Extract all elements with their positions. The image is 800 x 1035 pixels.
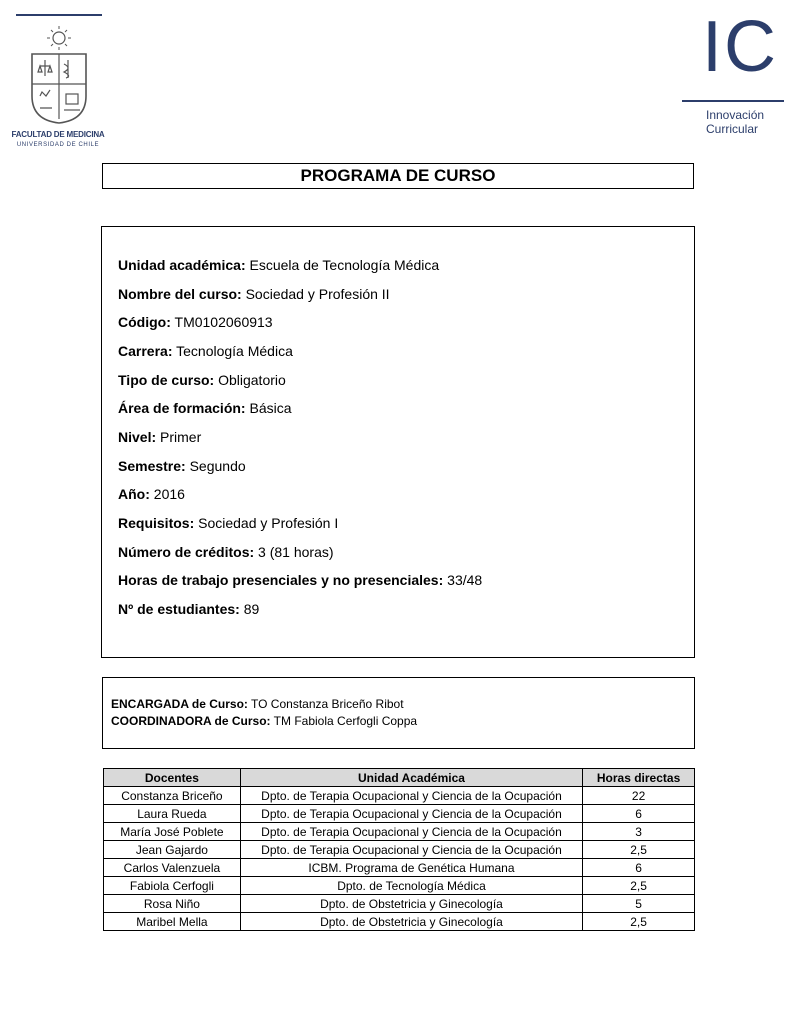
- info-value: Sociedad y Profesión II: [241, 286, 390, 302]
- cell-unidad: Dpto. de Terapia Ocupacional y Ciencia de la Ocupación: [240, 823, 582, 841]
- docentes-table: [103, 768, 695, 931]
- info-row-codigo: [118, 314, 273, 330]
- faculty-logo: [10, 14, 106, 154]
- info-value: Básica: [245, 400, 292, 416]
- info-row-anio: [118, 486, 185, 502]
- info-label: Carrera:: [118, 343, 173, 359]
- coordinadora-label: COORDINADORA de Curso:: [111, 714, 271, 728]
- table-row: [104, 805, 695, 823]
- info-value: Segundo: [185, 458, 246, 474]
- encargada-value: TO Constanza Briceño Ribot: [247, 697, 404, 711]
- logo-divider: [16, 14, 102, 16]
- info-label: Requisitos:: [118, 515, 195, 531]
- ic-line2: Curricular: [706, 122, 759, 136]
- info-value: Sociedad y Profesión I: [194, 515, 339, 531]
- info-label: Unidad académica:: [118, 257, 246, 273]
- info-value: 2016: [149, 486, 185, 502]
- crest-icon: [28, 24, 90, 124]
- info-value: Obligatorio: [214, 372, 286, 388]
- info-label: Código:: [118, 314, 171, 330]
- university-name: UNIVERSIDAD DE CHILE: [16, 142, 100, 148]
- info-row-horas: [118, 572, 482, 588]
- coordinadora-row: [111, 714, 417, 728]
- logo-divider: [682, 100, 784, 102]
- cell-docente: Laura Rueda: [104, 805, 241, 823]
- cell-docente: Jean Gajardo: [104, 841, 241, 859]
- cell-docente: Fabiola Cerfogli: [104, 877, 241, 895]
- cell-unidad: Dpto. de Tecnología Médica: [240, 877, 582, 895]
- info-label: Año:: [118, 486, 150, 502]
- cell-horas: 22: [583, 787, 695, 805]
- info-value: TM0102060913: [170, 314, 273, 330]
- table-header-row: [104, 769, 695, 787]
- cell-docente: Rosa Niño: [104, 895, 241, 913]
- info-label: Área de formación:: [118, 400, 246, 416]
- faculty-name: FACULTAD DE MEDICINA: [11, 130, 105, 139]
- cell-docente: María José Poblete: [104, 823, 241, 841]
- info-value: 33/48: [443, 572, 483, 588]
- ic-line1: Innovación: [706, 108, 765, 122]
- info-label: Nº de estudiantes:: [118, 601, 240, 617]
- header-unidad: Unidad Académica: [240, 769, 582, 787]
- cell-horas: 2,5: [583, 841, 695, 859]
- cell-horas: 3: [583, 823, 695, 841]
- course-staff-box: [102, 677, 695, 749]
- cell-unidad: ICBM. Programa de Genética Humana: [240, 859, 582, 877]
- info-row-nombre: [118, 286, 390, 302]
- cell-docente: Maribel Mella: [104, 913, 241, 931]
- course-info-box: [101, 226, 695, 658]
- info-value: Primer: [156, 429, 202, 445]
- cell-unidad: Dpto. de Terapia Ocupacional y Ciencia de la Ocupación: [240, 805, 582, 823]
- cell-unidad: Dpto. de Obstetricia y Ginecología: [240, 913, 582, 931]
- info-label: Número de créditos:: [118, 544, 255, 560]
- header-docentes: Docentes: [104, 769, 241, 787]
- info-value: 3 (81 horas): [254, 544, 334, 560]
- cell-docente: Constanza Briceño: [104, 787, 241, 805]
- innovacion-curricular-logo: [680, 7, 790, 140]
- header-horas: Horas directas: [583, 769, 695, 787]
- info-row-nivel: [118, 429, 201, 445]
- info-row-creditos: [118, 544, 334, 560]
- cell-unidad: Dpto. de Obstetricia y Ginecología: [240, 895, 582, 913]
- info-label: Tipo de curso:: [118, 372, 215, 388]
- info-row-area: [118, 400, 292, 416]
- table-row: [104, 841, 695, 859]
- page-title: PROGRAMA DE CURSO: [102, 163, 694, 189]
- cell-docente: Carlos Valenzuela: [104, 859, 241, 877]
- cell-unidad: Dpto. de Terapia Ocupacional y Ciencia de la Ocupación: [240, 787, 582, 805]
- ic-logo-text: IC: [702, 7, 778, 87]
- table-row: [104, 895, 695, 913]
- cell-horas: 2,5: [583, 913, 695, 931]
- table-row: [104, 859, 695, 877]
- cell-horas: 6: [583, 805, 695, 823]
- info-row-requisitos: [118, 515, 338, 531]
- info-value: Tecnología Médica: [172, 343, 293, 359]
- encargada-row: [111, 697, 404, 711]
- table-row: [104, 877, 695, 895]
- cell-horas: 5: [583, 895, 695, 913]
- info-row-estudiantes: [118, 601, 259, 617]
- cell-horas: 2,5: [583, 877, 695, 895]
- info-value: Escuela de Tecnología Médica: [245, 257, 440, 273]
- info-value: 89: [239, 601, 260, 617]
- info-label: Horas de trabajo presenciales y no presenciales:: [118, 572, 444, 588]
- coordinadora-value: TM Fabiola Cerfogli Coppa: [270, 714, 418, 728]
- info-row-tipo: [118, 372, 286, 388]
- table-row: [104, 787, 695, 805]
- encargada-label: ENCARGADA de Curso:: [111, 697, 248, 711]
- info-label: Semestre:: [118, 458, 186, 474]
- table-row: [104, 823, 695, 841]
- info-row-unidad: [118, 257, 439, 273]
- info-label: Nivel:: [118, 429, 157, 445]
- info-row-semestre: [118, 458, 246, 474]
- info-row-carrera: [118, 343, 293, 359]
- cell-unidad: Dpto. de Terapia Ocupacional y Ciencia de la Ocupación: [240, 841, 582, 859]
- table-row: [104, 913, 695, 931]
- cell-horas: 6: [583, 859, 695, 877]
- info-label: Nombre del curso:: [118, 286, 242, 302]
